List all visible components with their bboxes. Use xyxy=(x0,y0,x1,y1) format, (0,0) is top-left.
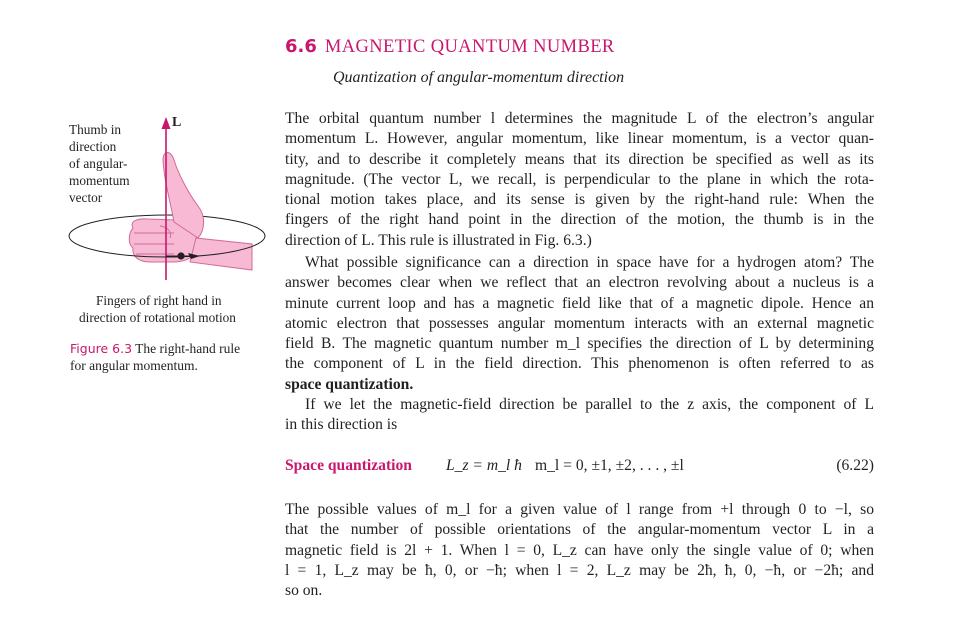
text-line: tional motion takes place, and its sense is given by the right-hand rule: When the xyxy=(285,191,874,209)
text-line: so on. xyxy=(285,582,323,600)
text-line: tity, and to describe it completely means that its direction be specified as well as its xyxy=(285,150,874,168)
section-number: 6.6 xyxy=(285,36,317,57)
caption-number: Figure 6.3 xyxy=(70,341,133,356)
text-line: magnetic field is 2l + 1. When l = 0, L_z can have only the single value of 0; when xyxy=(285,541,874,559)
text-line: The possible values of m_l for a given value of l range from +l through 0 to −l, so xyxy=(285,501,874,518)
text-line: that the number of possible orientations of the angular-momentum vector L in a xyxy=(285,521,874,539)
text-line: the component of L in the field direction. This phenomenon is often referred to as xyxy=(285,355,874,373)
label-fingers-line1: Fingers of right hand in xyxy=(96,293,222,308)
text-line: momentum L. However, angular momentum, like linear momentum, is a vector quan- xyxy=(285,130,874,148)
orbit-particle xyxy=(177,252,184,259)
text-line: atomic electron that possesses angular momentum interacts with an external magnetic xyxy=(285,314,874,332)
text-line: field B. The magnetic quantum number m_l specifies the direction of L by determining xyxy=(285,335,874,353)
paragraph-1 xyxy=(285,109,874,251)
paragraph-2 xyxy=(285,253,874,395)
label-thumb-line: momentum xyxy=(69,173,130,188)
text-line: answer becomes clear when we reflect that an electron revolving about a nucleus is a xyxy=(285,274,874,292)
figure-caption xyxy=(70,340,266,374)
term-space-quantization: space quantization. xyxy=(285,375,414,393)
paragraph-3 xyxy=(285,395,874,436)
axis-arrowhead-icon xyxy=(162,117,171,129)
text-line: What possible significance can a direction in space have for a hydrogen atom? The xyxy=(305,254,874,271)
equation-number: (6.22) xyxy=(836,457,874,474)
text-line: in this direction is xyxy=(285,416,398,434)
section-title: MAGNETIC QUANTUM NUMBER xyxy=(324,37,615,57)
text-line: fingers of the right hand point in the direction of the motion, the thumb is in the xyxy=(285,211,874,229)
text-line: If we let the magnetic-field direction be parallel to the z axis, the component of L xyxy=(305,396,874,413)
caption-text: The right-hand rule xyxy=(135,341,241,356)
section-heading xyxy=(285,36,615,58)
equation-label: Space quantization xyxy=(285,457,412,474)
equation-6-22 xyxy=(285,457,874,479)
text-line: direction of L. This rule is illustrated in Fig. 6.3.) xyxy=(285,231,592,249)
section-subtitle: Quantization of angular-momentum direction xyxy=(333,69,625,86)
label-thumb-line: vector xyxy=(69,190,103,205)
paragraph-4 xyxy=(285,500,874,601)
label-thumb-line: of angular- xyxy=(69,156,128,171)
label-thumb-line: direction xyxy=(69,139,117,154)
axis-label-L: L xyxy=(172,115,182,130)
label-thumb xyxy=(69,121,130,206)
equation-right: m_l = 0, ±1, ±2, . . . , ±l xyxy=(535,457,684,474)
label-fingers-line2: direction of rotational motion xyxy=(79,310,236,325)
text-line: The orbital quantum number l determines the magnitude L of the electron’s angular xyxy=(285,110,874,127)
text-line: l = 1, L_z may be ħ, 0, or −ħ; when l = 2, L_z may be 2ħ, ħ, 0, −ħ, or −2ħ; and xyxy=(285,561,874,579)
text-line: minute current loop and has a magnetic field like that of a magnetic dipole. Hence an xyxy=(285,294,874,312)
caption-text: for angular momentum. xyxy=(70,358,198,373)
equation-left: L_z = m_l ħ xyxy=(446,457,522,474)
figure-right-hand-rule xyxy=(66,110,266,310)
label-thumb-line: Thumb in xyxy=(69,122,122,137)
text-line: magnitude. (The vector L, we recall, is perpendicular to the plane in which the rota- xyxy=(285,170,874,188)
